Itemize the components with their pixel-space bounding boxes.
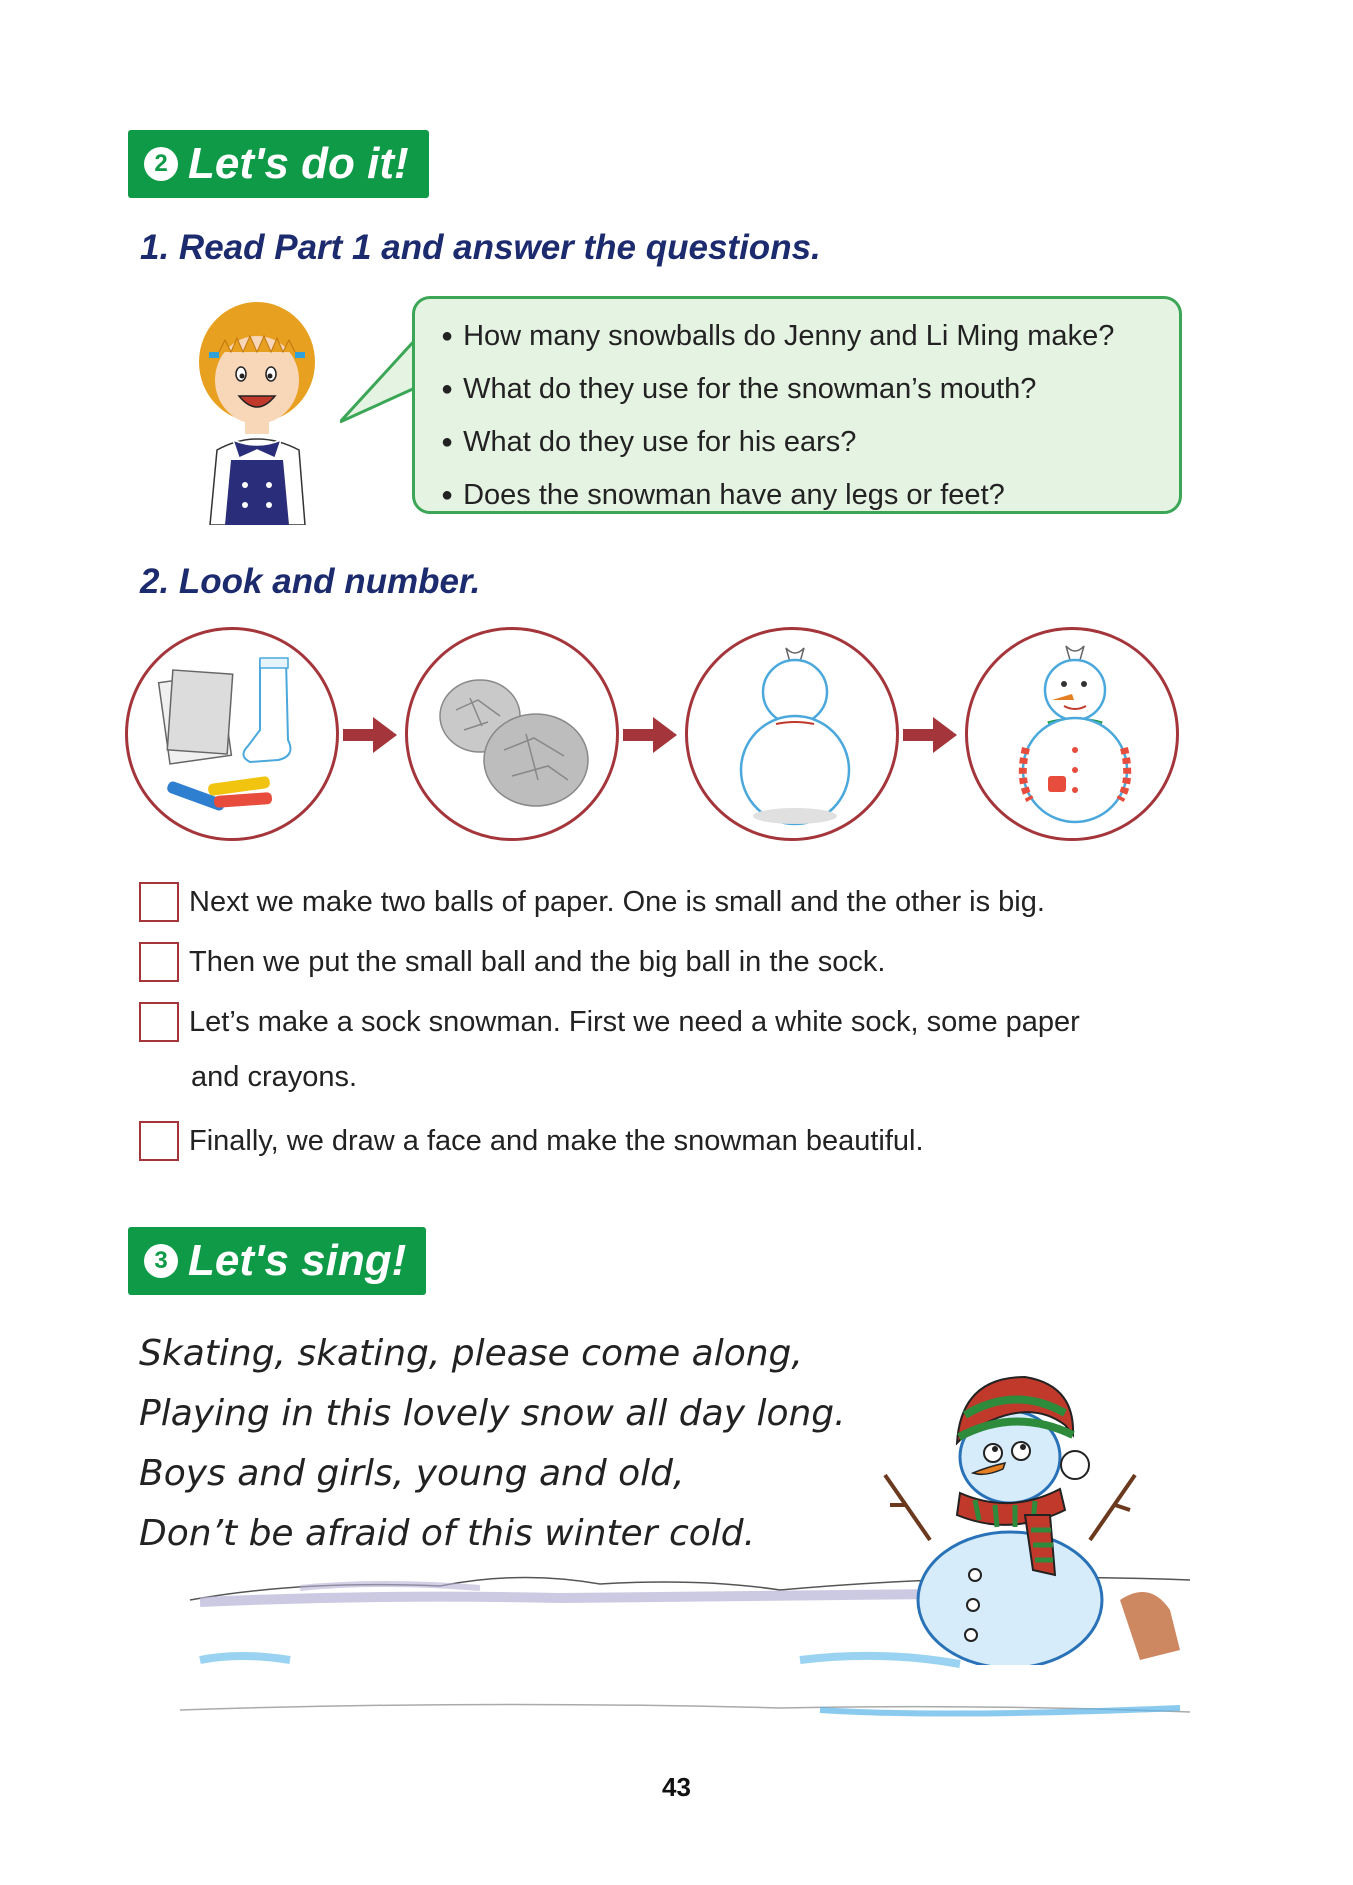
arrow-icon: [903, 715, 958, 755]
song-line: Don’t be afraid of this winter cold.: [139, 1513, 756, 1554]
section-2-number: 2: [144, 147, 178, 181]
option-row: [139, 942, 885, 982]
number-box[interactable]: [139, 1002, 179, 1042]
song-line: Skating, skating, please come along,: [139, 1333, 803, 1374]
number-box[interactable]: [139, 942, 179, 982]
question-item: ● What do they use for the snowman’s mouth?: [441, 364, 1159, 417]
song-line: Boys and girls, young and old,: [139, 1453, 685, 1494]
arrow-icon: [343, 715, 398, 755]
question-item: ● Does the snowman have any legs or feet?: [441, 470, 1159, 523]
number-box[interactable]: [139, 882, 179, 922]
picture-circle-paper-balls: [405, 627, 619, 841]
option-text: Finally, we draw a face and make the snowman beautiful.: [189, 1125, 924, 1157]
picture-circle-finished-snowman: [965, 627, 1179, 841]
option-row: [139, 882, 1045, 922]
section-3-number: 3: [144, 1244, 178, 1278]
song-line: Playing in this lovely snow all day long.: [139, 1393, 846, 1434]
picture-circle-sock-snowman: [685, 627, 899, 841]
section-2-title: Let's do it!: [188, 139, 409, 188]
option-row: [139, 1002, 1080, 1042]
section-2-badge: [128, 130, 429, 198]
speech-bubble-tail: [340, 340, 420, 430]
task-1-heading: 1. Read Part 1 and answer the questions.: [140, 228, 821, 267]
question-bubble: [412, 296, 1182, 514]
section-3-badge: [128, 1227, 426, 1295]
question-item: ● How many snowballs do Jenny and Li Ming make?: [441, 311, 1159, 364]
option-text: Let’s make a sock snowman. First we need a white sock, some paper: [189, 1006, 1080, 1038]
number-box[interactable]: [139, 1121, 179, 1161]
arrow-icon: [623, 715, 678, 755]
option-text: Next we make two balls of paper. One is small and the other is big.: [189, 886, 1045, 918]
option-row: [139, 1121, 924, 1161]
section-3-title: Let's sing!: [188, 1236, 407, 1285]
page-number: 43: [662, 1772, 691, 1802]
snowman-illustration: [875, 1365, 1145, 1665]
picture-circle-materials: [125, 627, 339, 841]
question-item: ● What do they use for his ears?: [441, 417, 1159, 470]
girl-illustration: [195, 300, 325, 525]
option-text-continued: and crayons.: [191, 1061, 358, 1093]
option-text: Then we put the small ball and the big ball in the sock.: [189, 946, 886, 978]
task-2-heading: 2. Look and number.: [140, 562, 481, 601]
